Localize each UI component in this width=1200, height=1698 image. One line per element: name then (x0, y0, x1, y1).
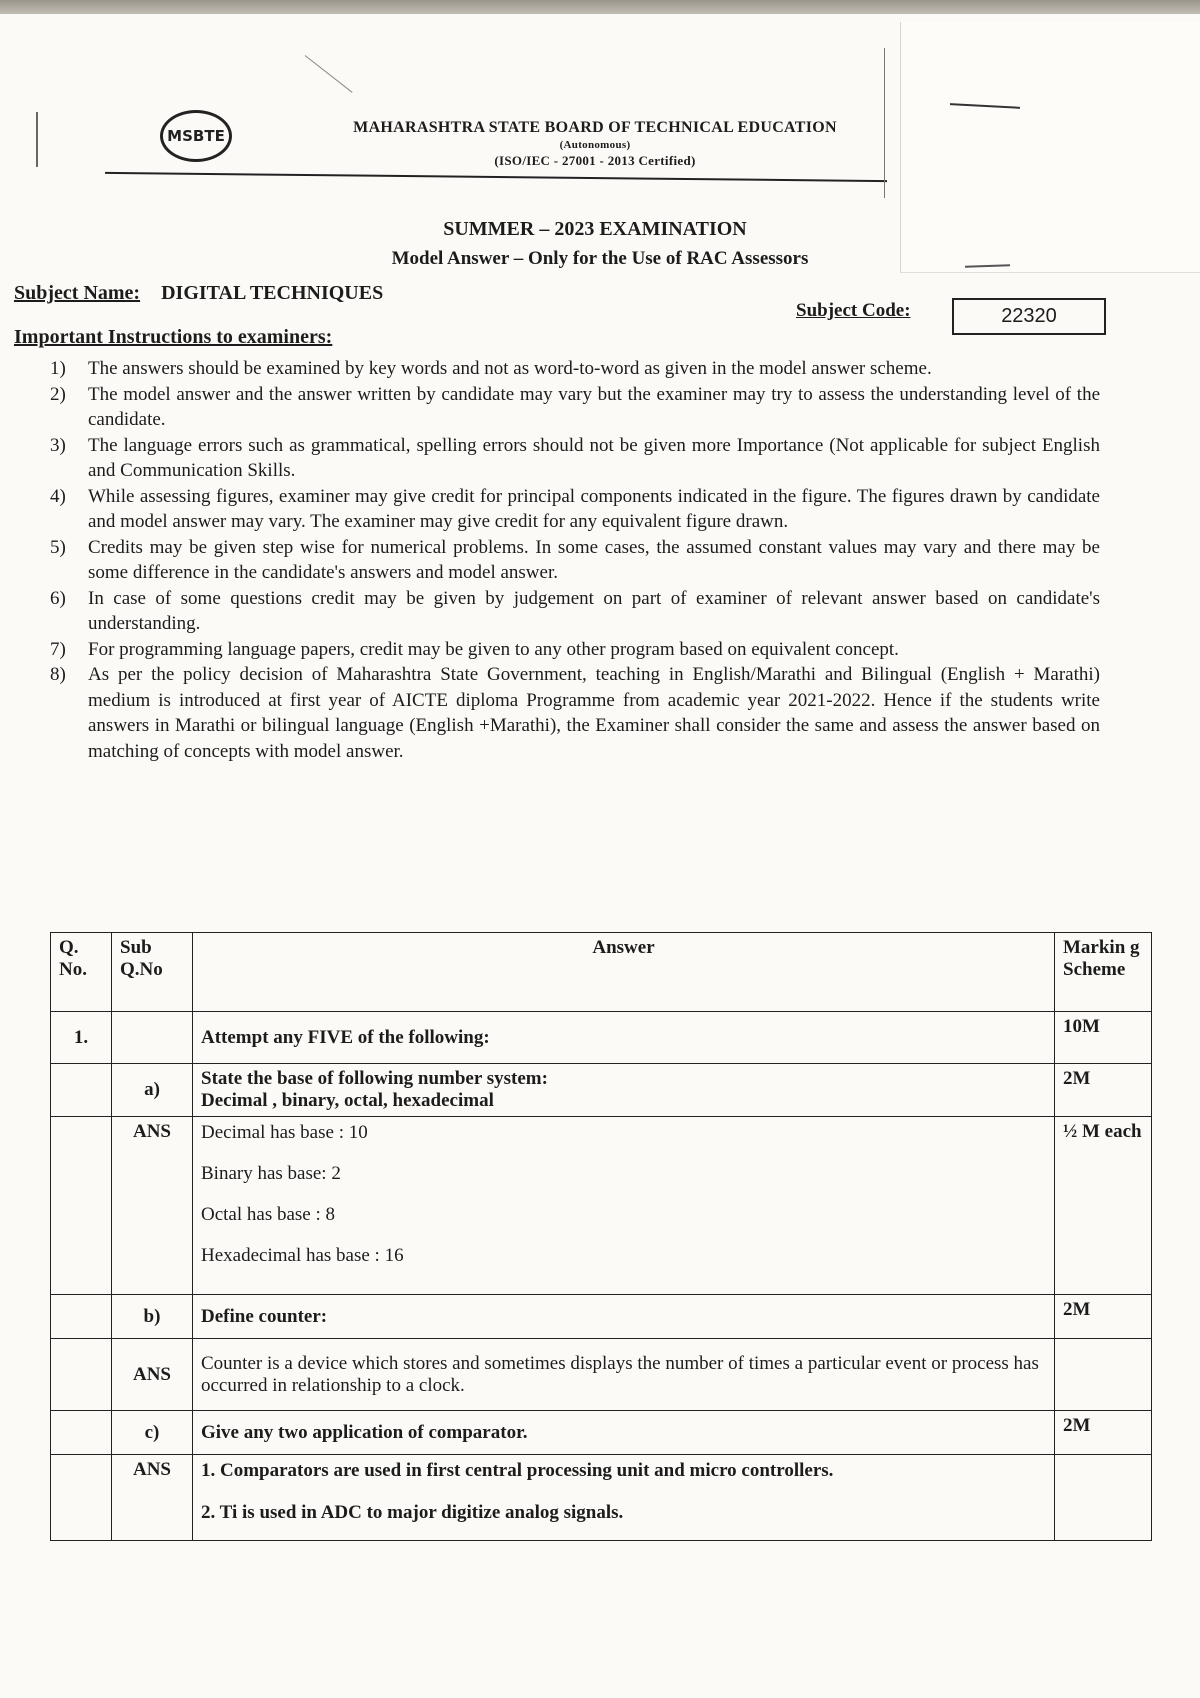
q-number (51, 1339, 112, 1411)
q-number (51, 1064, 112, 1117)
instruction-text: As per the policy decision of Maharashtra State Government, teaching in English/Marathi and Bilingual (English + Marathi) medium is introduced at first year of AICTE diploma Programme from academic year 2021-2022. Hence if the students write answers in Marathi or bilingual language (English +Marathi), the Examiner shall consider the same and assess the answer based on matching of concepts with model answer. (88, 664, 1100, 762)
sub-q-number: a) (112, 1064, 193, 1117)
instruction-text: The model answer and the answer written by candidate may vary but the examiner may try to assess the understanding level of the candidate. (88, 383, 1100, 430)
instruction-text: While assessing figures, examiner may give credit for principal components indicated in the figure. The figures drawn by candidate and model answer may vary. The examiner may give credit for any equivalent figure drawn. (88, 485, 1100, 532)
marks-cell: ½ M each (1055, 1117, 1152, 1295)
instruction-text: For programming language papers, credit may be given to any other program based on equivalent concept. (88, 638, 899, 660)
instruction-number: 4) (50, 485, 66, 507)
q-number (51, 1455, 112, 1541)
answer-cell (193, 1064, 1055, 1117)
instruction-number: 2) (50, 383, 66, 405)
instruction-item (50, 433, 1100, 484)
instruction-number: 5) (50, 536, 66, 558)
answer-line: 1. Comparators are used in first central processing unit and micro controllers. (201, 1460, 834, 1481)
instruction-number: 3) (50, 434, 66, 456)
subject-name-row (14, 282, 383, 305)
instruction-text: In case of some questions credit may be given by judgement on part of examiner of relevant answer based on candidate's understanding. (88, 587, 1100, 634)
table-row (51, 1295, 1152, 1339)
subject-name-label: Subject Name: (14, 282, 141, 304)
instruction-item (50, 484, 1100, 535)
model-answer-table (50, 932, 1152, 1541)
answer-cell: Define counter: (193, 1295, 1055, 1339)
sub-q-number: c) (112, 1411, 193, 1455)
instruction-item (50, 637, 1100, 663)
sub-q-number: b) (112, 1295, 193, 1339)
marks-cell: 2M (1055, 1411, 1152, 1455)
marks-cell: 2M (1055, 1064, 1152, 1117)
table-row (51, 1117, 1152, 1295)
instruction-number: 1) (50, 358, 66, 379)
instruction-number: 8) (50, 664, 66, 685)
board-header (330, 118, 860, 170)
answer-line: 2. Ti is used in ADC to major digitize analog signals. (201, 1502, 624, 1523)
instruction-number: 6) (50, 587, 66, 609)
answer-cell (193, 1455, 1055, 1541)
answer-line: State the base of following number system: (201, 1068, 548, 1089)
board-logo (160, 110, 232, 162)
instruction-text: Credits may be given step wise for numerical problems. In some cases, the assumed constant values may vary and there may be some difference in the candidate's answers and model answer. (88, 536, 1100, 583)
flap-edge (884, 48, 885, 198)
instruction-text: The language errors such as grammatical, spelling errors should not be given more Importance (Not applicable for subject English and Communication Skills. (88, 434, 1100, 481)
instructions-list (50, 356, 1100, 764)
sub-q-number: ANS (112, 1339, 193, 1411)
marks-cell (1055, 1455, 1152, 1541)
autonomous-label: (Autonomous) (559, 139, 631, 151)
marks-cell (1055, 1339, 1152, 1411)
line-gap (201, 1483, 1046, 1501)
instruction-item (50, 382, 1100, 433)
instructions-heading: Important Instructions to examiners: (14, 326, 333, 348)
q-number: 1. (51, 1012, 112, 1064)
instruction-item (50, 535, 1100, 586)
answer-cell (193, 1117, 1055, 1295)
marks-cell: 2M (1055, 1295, 1152, 1339)
table-row (51, 1411, 1152, 1455)
table-row (51, 1339, 1152, 1411)
header-marking-scheme: Markin g Scheme (1055, 933, 1152, 1012)
instruction-item (50, 586, 1100, 637)
answer-line: Octal has base : 8 (201, 1204, 336, 1225)
table-header-row (51, 933, 1152, 1012)
sub-q-number: ANS (112, 1117, 193, 1295)
sub-q-number (112, 1012, 193, 1064)
subject-name: DIGITAL TECHNIQUES (161, 282, 384, 304)
instruction-text: The answers should be examined by key words and not as word-to-word as given in the model answer scheme. (88, 358, 932, 379)
exam-title: SUMMER – 2023 EXAMINATION (443, 218, 747, 240)
answer-line: Binary has base: 2 (201, 1163, 341, 1184)
q-number (51, 1295, 112, 1339)
marks-cell: 10M (1055, 1012, 1152, 1064)
paper-flap (900, 22, 1200, 273)
sub-q-number: ANS (112, 1455, 193, 1541)
pen-mark (36, 112, 38, 167)
answer-cell: Give any two application of comparator. (193, 1411, 1055, 1455)
logo-text: MSBTE (167, 127, 225, 145)
answer-cell: Counter is a device which stores and sometimes displays the number of times a particular event or process has occurred in relationship to a clock. (193, 1339, 1055, 1411)
q-number (51, 1411, 112, 1455)
answer-line: Hexadecimal has base : 16 (201, 1245, 404, 1266)
table-row (51, 1455, 1152, 1541)
answer-line: Decimal has base : 10 (201, 1122, 368, 1143)
line-gap (201, 1226, 1046, 1244)
exam-subtitle: Model Answer – Only for the Use of RAC Assessors (391, 248, 809, 269)
table-row (51, 1012, 1152, 1064)
subject-code-label: Subject Code: (796, 300, 911, 321)
instruction-item (50, 356, 1100, 382)
answer-line: Decimal , binary, octal, hexadecimal (201, 1090, 494, 1111)
table-row (51, 1064, 1152, 1117)
header-answer: Answer (193, 933, 1055, 1012)
certification-label: (ISO/IEC - 27001 - 2013 Certified) (494, 153, 696, 168)
answer-cell: Attempt any FIVE of the following: (193, 1012, 1055, 1064)
instruction-number: 7) (50, 638, 66, 660)
header-q-no: Q. No. (51, 933, 112, 1012)
line-gap (201, 1144, 1046, 1162)
board-name: MAHARASHTRA STATE BOARD OF TECHNICAL EDUCATION (353, 119, 837, 136)
line-gap (201, 1185, 1046, 1203)
instruction-item (50, 662, 1100, 764)
header-sub-q: Sub Q.No (112, 933, 193, 1012)
subject-code: 22320 (952, 298, 1106, 335)
q-number (51, 1117, 112, 1295)
